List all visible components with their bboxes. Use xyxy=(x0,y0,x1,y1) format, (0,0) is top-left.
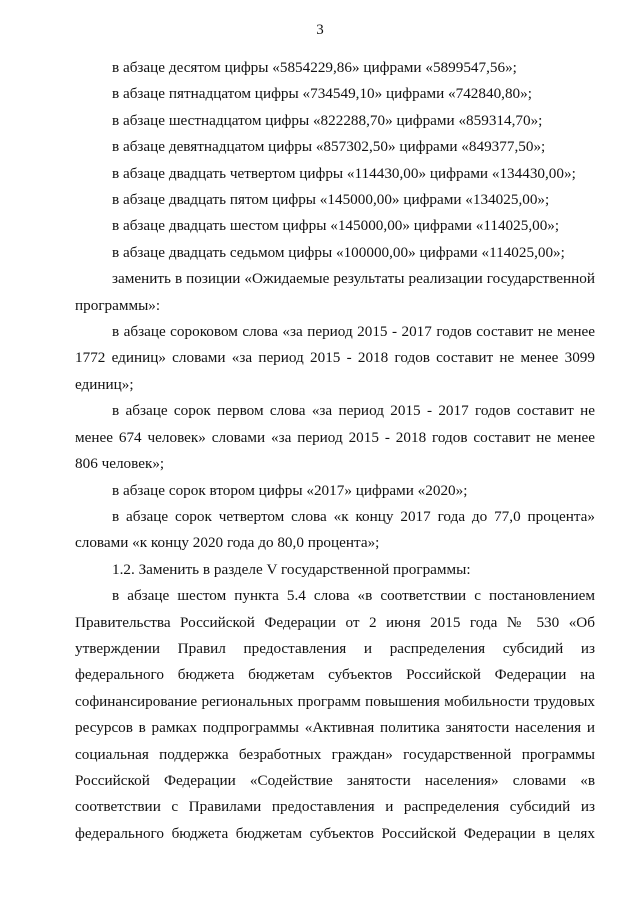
paragraph-10: в абзаце сороковом слова «за период 2015 - 2017 годов составит не менее 1772 единиц» словами «за период 2015 - 2018 годов составит не менее 3099 единиц»; xyxy=(75,323,595,393)
paragraph-1: в абзаце десятом цифры «5854229,86» цифрами «5899547,56»; xyxy=(112,59,517,76)
paragraph-6: в абзаце двадцать пятом цифры «145000,00» цифрами «134025,00»; xyxy=(112,191,550,209)
paragraph-3: в абзаце шестнадцатом цифры «822288,70» цифрами «859314,70»; xyxy=(112,111,543,129)
paragraph-8: в абзаце двадцать седьмом цифры «100000,00» цифрами «114025,00»; xyxy=(112,243,565,261)
paragraph-9: заменить в позиции «Ожидаемые результаты реализации государственной программы»: xyxy=(75,270,595,314)
paragraph-11: в абзаце сорок первом слова «за период 2015 - 2017 годов составит не менее 674 человек» словами «за период 2015 - 2018 годов составит не менее 806 человек»; xyxy=(75,402,595,473)
paragraph-5: в абзаце двадцать четвертом цифры «114430,00» цифрами «134430,00»; xyxy=(112,164,576,182)
paragraph-12: в абзаце сорок втором цифры «2017» цифрами «2020»; xyxy=(112,481,468,499)
paragraph-14: 1.2. Заменить в разделе V государственной программы: xyxy=(112,560,471,578)
paragraph-2: в абзаце пятнадцатом цифры «734549,10» цифрами «742840,80»; xyxy=(112,85,532,103)
paragraph-4: в абзаце девятнадцатом цифры «857302,50» цифрами «849377,50»; xyxy=(112,138,546,156)
paragraph-15: в абзаце шестом пункта 5.4 слова «в соответствии с постановлением Правительства Российской Федерации от 2 июня 2015 года № 530 «Об утверждении Правил предоставления и распределения субсидий из федерального бюджета бюджетам субъектов Российской Федерации на софинансирование региональных программ повышения мобильности трудовых ресурсов в рамках подпрограммы «Активная политика занятости населения и социальная поддержка безработных граждан» государственной программы Российской Федерации «Содействие занятости населения» словами «в соответствии с Правилами предоставления и распределения субсидий из федерального бюджета бюджетам субъектов Российской Федерации в целях xyxy=(75,587,595,842)
page-number: 3 xyxy=(316,22,324,38)
paragraph-13: в абзаце сорок четвертом слова «к концу 2017 года до 77,0 процента» словами «к концу 2020 года до 80,0 процента»; xyxy=(75,507,595,552)
paragraph-7: в абзаце двадцать шестом цифры «145000,00» цифрами «114025,00»; xyxy=(112,217,560,235)
document-body xyxy=(75,55,595,847)
